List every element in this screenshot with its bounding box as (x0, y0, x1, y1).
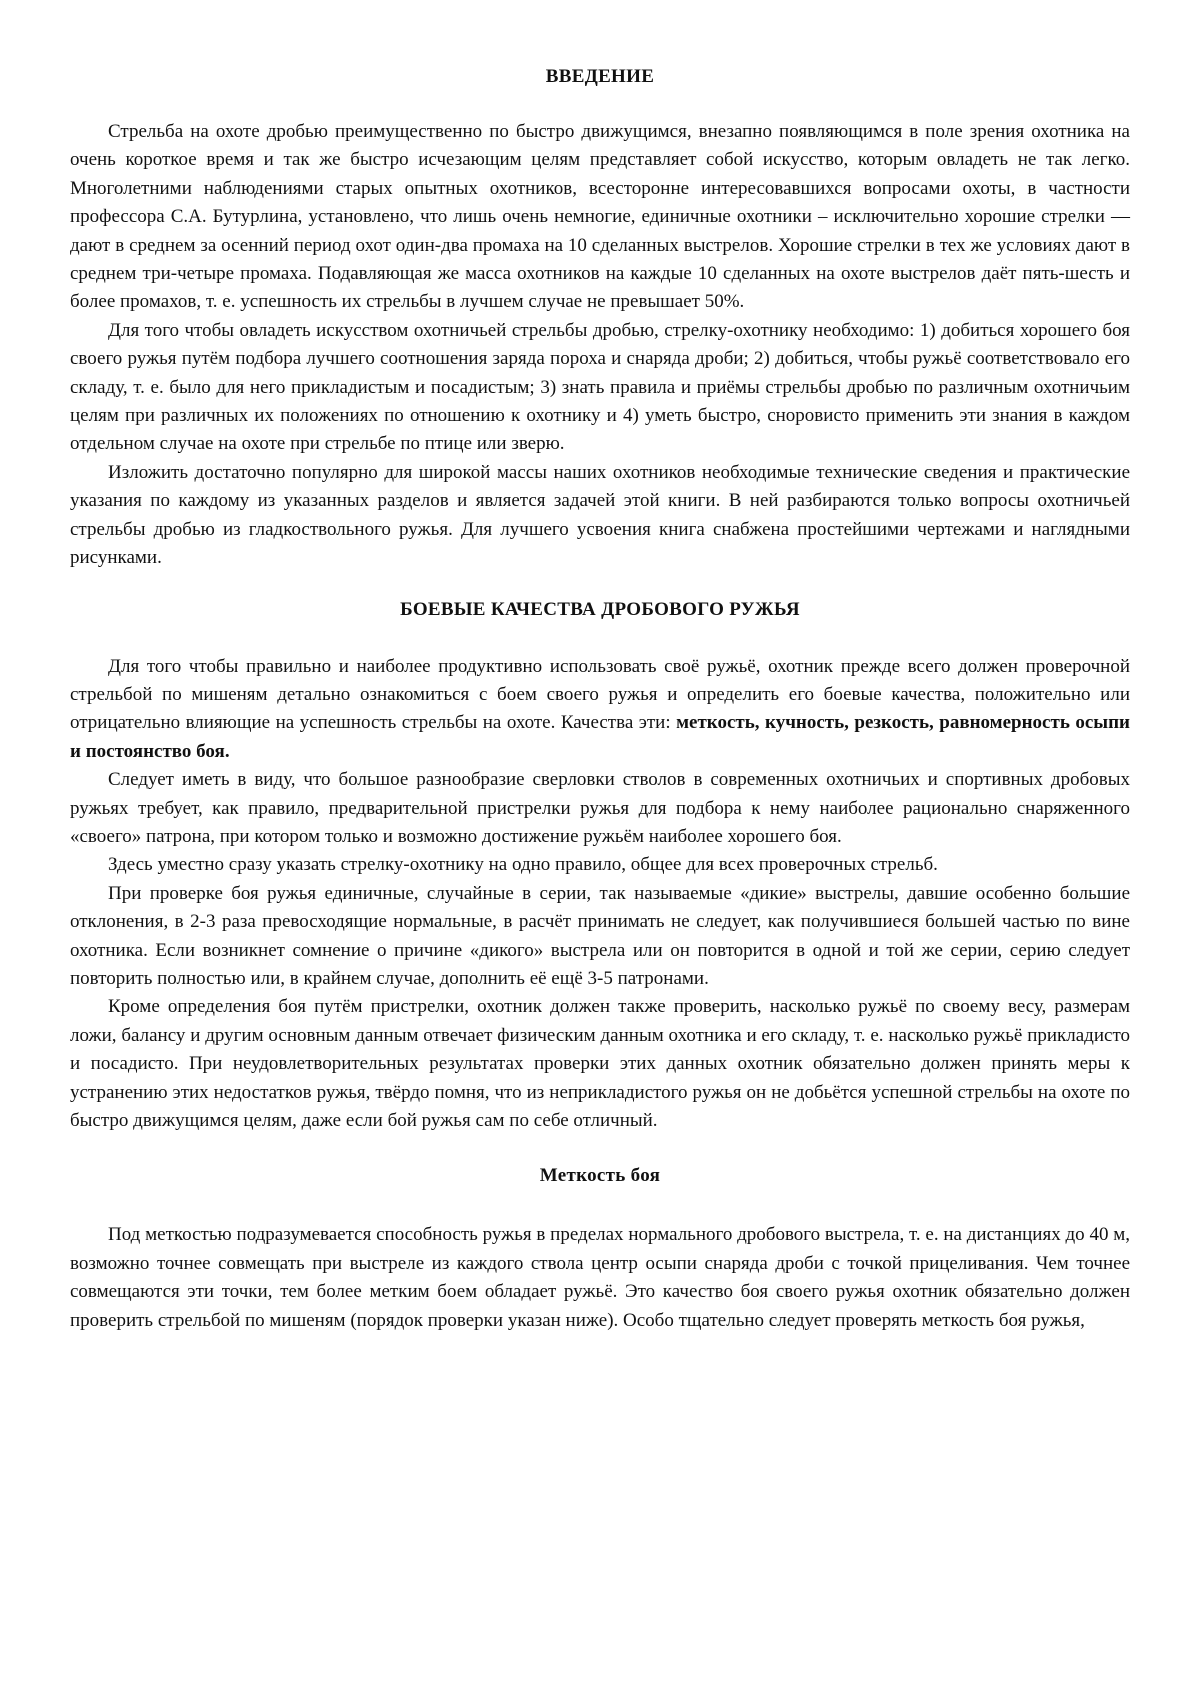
combat-paragraph-4: При проверке боя ружья единичные, случайные в серии, так называемые «дикие» выстрелы, давшие особенно большие отклонения, в 2-3 раза превосходящие нормальные, в расчёт принимать не следует, как получившиеся большей частью по вине охотника. Если возникнет сомнение о причине «дикого» выстрела или он повторится в одной и той же серии, серию следует повторить полностью или, в крайнем случае, дополнить её ещё 3-5 патронами. (70, 882, 1130, 989)
intro-paragraph-3: Изложить достаточно популярно для широкой массы наших охотников необходимые технические сведения и практические указания по каждому из указанных разделов и является задачей этой книги. В ней разбираются только вопросы охотничьей стрельбы дробью из гладкоствольного ружья. Для лучшего усвоения книга снабжена простейшими чертежами и наглядными рисунками. (70, 461, 1130, 569)
combat-paragraph-1 (70, 653, 1130, 767)
combat-paragraph-5: Кроме определения боя путём пристрелки, охотник должен также проверить, насколько ружьё по своему весу, размерам ложи, балансу и другим основным данным отвечает физическим данным охотника и его складу, т. е. насколько ружьё прикладисто и посадисто. При неудовлетворительных результатах проверки этих данных охотник обязательно должен принять меры к устранению этих недостатков ружья, твёрдо помня, что из неприкладистого ружья он не добьётся успешной стрельбы на охоте по быстро движущимся целям, даже если бой ружья сам по себе отличный. (70, 996, 1130, 1131)
section-title-intro: ВВЕДЕНИЕ (545, 66, 655, 87)
section-title-combat-qualities: БОЕВЫЕ КАЧЕСТВА ДРОБОВОГО РУЖЬЯ (400, 598, 800, 620)
intro-paragraph-2: Для того чтобы овладеть искусством охотничьей стрельбы дробью, стрелку-охотнику необходимо: 1) добиться хорошего боя своего ружья путём подбора лучшего соотношения заряда пороха и снаряда дроби; 2) добиться, чтобы ружьё соответствовало его складу, т. е. было для него прикладистым и посадистым; 3) знать правила и приёмы стрельбы дробью по различным охотничьим целям при различных их положениях по отношению к охотнику и 4) уметь быстро, сноровисто применить эти знания в каждом отдельном случае на охоте при стрельбе по птице или зверю. (70, 319, 1130, 455)
section-title-accuracy: Меткость боя (539, 1165, 661, 1187)
combat-paragraph-1-text: Для того чтобы правильно и наиболее продуктивно использовать своё ружьё, охотник прежде всего должен проверочной стрельбой по мишеням детально ознакомиться с боем своего ружья и определить его боевые качества, положительно или отрицательно влияющие на успешность стрельбы на охоте. Качества эти: (70, 655, 1130, 734)
combat-paragraph-2: Следует иметь в виду, что большое разнообразие сверловки стволов в современных охотничьих и спортивных дробовых ружьях требует, как правило, предварительной пристрелки ружья для подбора к нему наиболее рационально снаряженного «своего» патрона, при котором только и возможно достижение ружьём наиболее хорошего боя. (70, 769, 1130, 847)
intro-paragraph-1: Стрельба на охоте дробью преимущественно по быстро движущимся, внезапно появляющимся в поле зрения охотника на очень короткое время и так же быстро исчезающим целям представляет собой искусство, которым овладеть не так легко. Многолетними наблюдениями старых опытных охотников, всесторонне интересовавшихся вопросами охоты, в частности профессора С.А. Бутурлина, установлено, что лишь очень немногие, единичные охотники – исключительно хорошие стрелки — дают в среднем за осенний период охот один-два промаха на 10 сделанных выстрелов. Хорошие стрелки в тех же условиях дают в среднем три-четыре промаха. Подавляющая же масса охотников на каждые 10 сделанных на охоте выстрелов даёт пять-шесть и более промахов, т. е. успешность их стрельбы в лучшем случае не превышает 50%. (70, 121, 1130, 313)
combat-qualities-list: меткость, кучность, резкость, равномерность осыпи и постоянство боя. (70, 712, 1130, 762)
accuracy-paragraph-1: Под меткостью подразумевается способность ружья в пределах нормального дробового выстрела, т. е. на дистанциях до 40 м, возможно точнее совмещать при выстреле из каждого ствола центр осыпи снаряда дроби с точкой прицеливания. Чем точнее совмещаются эти точки, тем более метким боем обладает ружьё. Это качество боя своего ружья охотник обязательно должен проверить стрельбой по мишеням (порядок проверки указан ниже). Особо тщательно следует проверять меткость боя ружья, (70, 1224, 1130, 1331)
document-page (70, 60, 1130, 1335)
combat-paragraph-3: Здесь уместно сразу указать стрелку-охотнику на одно правило, общее для всех проверочных стрельб. (108, 854, 938, 876)
